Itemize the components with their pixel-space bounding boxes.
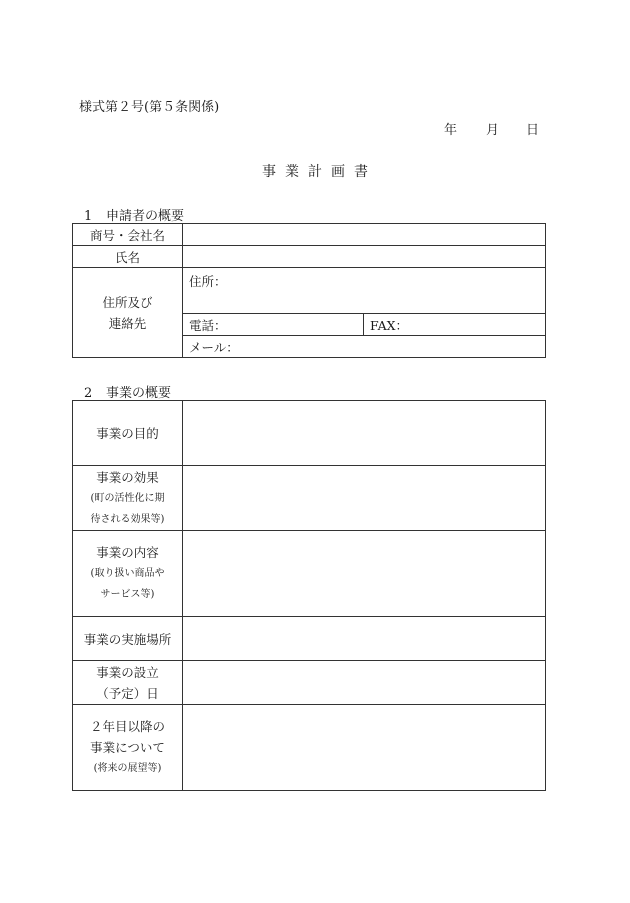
content-note-line-1: (取り扱い商品や [90, 568, 165, 579]
purpose-label: 事業の目的 [73, 401, 183, 466]
effect-row [73, 466, 546, 531]
purpose-row [73, 401, 546, 466]
section-2-heading [84, 382, 171, 401]
company-row [73, 224, 546, 246]
content-label: 事業の内容 [96, 545, 159, 560]
name-label: 氏名 [73, 246, 183, 268]
business-table [72, 400, 546, 791]
future-label-cell [73, 705, 183, 791]
name-row [73, 246, 546, 268]
establish-row [73, 661, 546, 705]
future-note: (将来の展望等) [93, 763, 162, 774]
content-label-cell [73, 531, 183, 617]
future-label-line-1: ２年目以降の [89, 719, 165, 734]
establish-label-line-2: （予定）日 [96, 685, 159, 701]
content-row [73, 531, 546, 617]
name-field[interactable] [183, 246, 546, 268]
fax-field[interactable] [364, 314, 546, 336]
purpose-field[interactable] [183, 401, 546, 466]
address-field[interactable] [183, 268, 546, 314]
effect-label: 事業の効果 [96, 469, 159, 485]
company-label: 商号・会社名 [73, 224, 183, 246]
location-row [73, 617, 546, 661]
future-row [73, 705, 546, 791]
location-field[interactable] [183, 617, 546, 661]
effect-label-cell [73, 466, 183, 531]
section-1-heading [84, 205, 184, 224]
phone-field-label: 電話： [189, 317, 227, 333]
address-contact-label-line-2: 連絡先 [108, 315, 147, 331]
mail-field-label: メール： [189, 339, 239, 355]
mail-field[interactable] [183, 336, 546, 358]
applicant-table [72, 223, 546, 358]
effect-note-line-1: (町の活性化に期 [90, 492, 165, 504]
address-row [73, 268, 546, 314]
effect-field[interactable] [183, 466, 546, 531]
company-field[interactable] [183, 224, 546, 246]
form-number: 様式第２号(第５条関係) [79, 100, 220, 115]
location-label: 事業の実施場所 [73, 617, 183, 661]
establish-label-cell [73, 661, 183, 705]
section-2-number: 2 [84, 386, 93, 401]
establish-field[interactable] [183, 661, 546, 705]
establish-label-line-1: 事業の設立 [96, 664, 159, 680]
effect-note-line-2: 待される効果等) [90, 513, 165, 525]
address-contact-label-line-1: 住所及び [102, 294, 153, 310]
section-1-number: 1 [84, 209, 93, 224]
document-title: 事業計画書 [262, 164, 377, 180]
content-note-line-2: サービス等) [100, 589, 155, 600]
address-contact-label [73, 268, 183, 358]
date-month-label: 月 [486, 123, 500, 138]
content-field[interactable] [183, 531, 546, 617]
section-1-title: 申請者の概要 [106, 209, 185, 224]
date-day-label: 日 [526, 123, 540, 138]
phone-field[interactable] [183, 314, 364, 336]
future-field[interactable] [183, 705, 546, 791]
future-label-line-2: 事業について [90, 740, 165, 755]
section-2-title: 事業の概要 [106, 386, 172, 401]
address-field-label: 住所： [189, 274, 227, 289]
date-year-label: 年 [444, 123, 458, 138]
fax-field-label: FAX： [370, 317, 409, 333]
